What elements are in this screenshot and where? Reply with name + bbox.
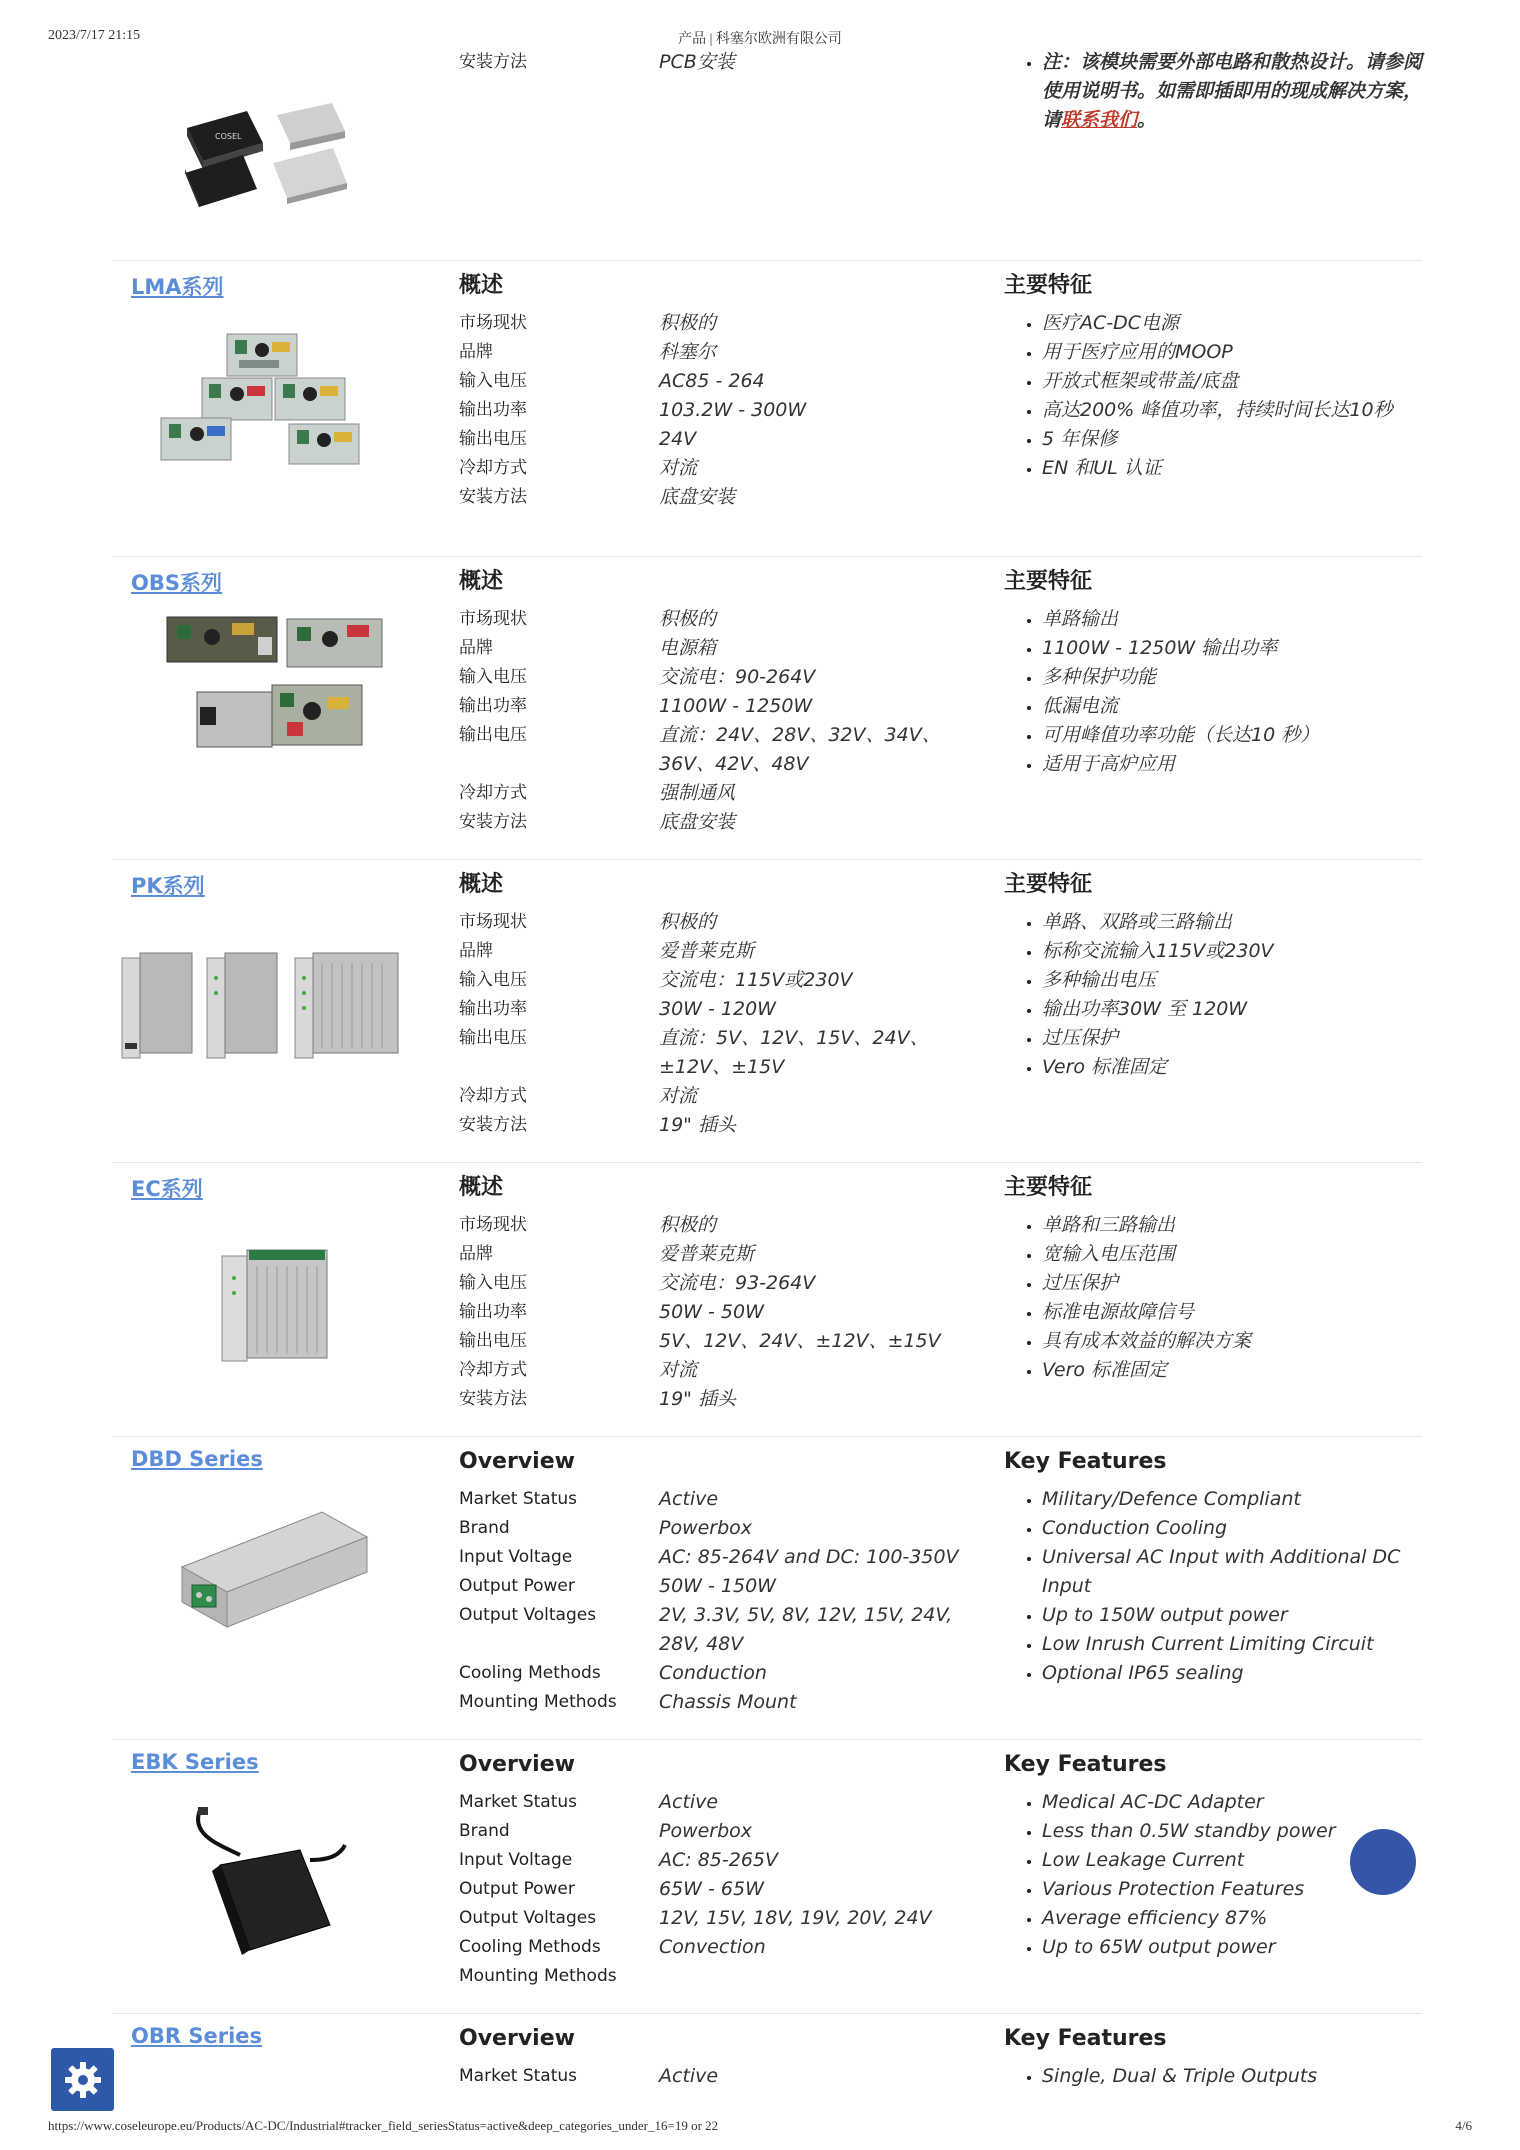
print-footer <box>48 2118 1472 2138</box>
features-heading: Key Features <box>1004 1752 1167 1777</box>
spec-row <box>459 1904 979 1933</box>
product-image-ebk <box>180 1805 350 1965</box>
spec-key: 输出电压 <box>459 429 527 449</box>
spec-value: 直流：24V、28V、32V、34V、36V、42V、48V <box>659 724 941 775</box>
feature-list <box>1004 605 1424 779</box>
spec-row <box>459 1962 979 1991</box>
spec-row <box>459 425 979 454</box>
spec-key: 输出功率 <box>459 1302 527 1322</box>
spec-row <box>459 721 979 779</box>
note-text <box>1042 48 1424 135</box>
spec-key: Mounting Methods <box>459 1966 617 1986</box>
spec-row <box>459 1111 979 1140</box>
spec-key: Input Voltage <box>459 1850 573 1870</box>
spec-row <box>459 1933 979 1962</box>
spec-row <box>459 454 979 483</box>
spec-value: 积极的 <box>659 608 717 630</box>
spec-value: 103.2W - 300W <box>659 399 807 421</box>
spec-key: 品牌 <box>459 1244 493 1264</box>
spec-key: Market Status <box>459 1489 578 1509</box>
product-image-obs <box>162 607 387 757</box>
spec-key: 输出功率 <box>459 999 527 1019</box>
spec-value: 5V、12V、24V、±12V、±15V <box>659 1330 941 1352</box>
spec-row <box>459 1269 979 1298</box>
product-image-dbd <box>172 1507 372 1637</box>
feature-item: • 单路和三路输出 <box>1042 1211 1424 1240</box>
overview-heading: 概述 <box>459 569 504 594</box>
overview-heading: 概述 <box>459 1175 504 1200</box>
spec-key: Output Power <box>459 1879 575 1899</box>
spec-value: 50W - 150W <box>659 1575 776 1597</box>
spec-value: Convection <box>659 1936 766 1958</box>
feature-item: • 5 年保修 <box>1042 425 1424 454</box>
spec-value: 19" 插头 <box>659 1114 736 1136</box>
spec-value: Active <box>659 1791 719 1813</box>
series-row <box>112 1162 1422 1436</box>
spec-row <box>459 1659 979 1688</box>
print-page-number: 4/6 <box>1455 2118 1472 2133</box>
series-link[interactable]: OBS系列 <box>131 571 222 595</box>
overview-heading: Overview <box>459 1449 575 1474</box>
spec-value: 电源箱 <box>659 637 717 659</box>
spec-row <box>459 966 979 995</box>
spec-row <box>459 1327 979 1356</box>
spec-key: 输出功率 <box>459 400 527 420</box>
spec-value: 对流 <box>659 457 698 479</box>
feature-item: • 单路、双路或三路输出 <box>1042 908 1424 937</box>
spec-value: Powerbox <box>659 1517 753 1539</box>
series-row <box>112 556 1422 859</box>
svg-text:COSEL: COSEL <box>215 132 242 141</box>
feature-item: • Vero 标准固定 <box>1042 1053 1424 1082</box>
spec-row <box>459 779 979 808</box>
spec-value: AC85 - 264 <box>659 370 765 392</box>
spec-key: 安装方法 <box>459 1389 527 1409</box>
feature-item: • 单路输出 <box>1042 605 1424 634</box>
spec-value: PCB安装 <box>659 51 735 73</box>
series-link[interactable]: EC系列 <box>131 1177 203 1201</box>
feature-item: • Average efficiency 87% <box>1042 1904 1424 1933</box>
product-image-pk <box>117 948 407 1063</box>
feature-item: • Vero 标准固定 <box>1042 1356 1424 1385</box>
spec-value: Active <box>659 2065 719 2087</box>
feature-item: • 高达200% 峰值功率，持续时间长达10秒 <box>1042 396 1424 425</box>
feature-item: • 标称交流输入115V或230V <box>1042 937 1424 966</box>
spec-key: 市场现状 <box>459 912 527 932</box>
feature-item: • 开放式框架或带盖/底盘 <box>1042 367 1424 396</box>
feature-item: • 具有成本效益的解决方案 <box>1042 1327 1424 1356</box>
spec-value: AC: 85-264V and DC: 100-350V <box>659 1546 959 1568</box>
spec-row <box>459 1298 979 1327</box>
spec-value: 爱普莱克斯 <box>659 1243 755 1265</box>
spec-value: 2V, 3.3V, 5V, 8V, 12V, 15V, 24V, 28V, 48V <box>659 1604 953 1655</box>
spec-key: 市场现状 <box>459 313 527 333</box>
spec-row <box>459 1211 979 1240</box>
feature-list <box>1004 2062 1424 2091</box>
spec-row <box>459 1385 979 1414</box>
feature-list <box>1004 1485 1424 1688</box>
spec-value: 19" 插头 <box>659 1388 736 1410</box>
spec-value: 交流电：90-264V <box>659 666 816 688</box>
series-row <box>112 1436 1422 1739</box>
spec-key: Output Voltages <box>459 1908 597 1928</box>
gear-icon <box>63 2060 103 2100</box>
feature-list <box>1004 309 1424 483</box>
spec-row <box>459 1875 979 1904</box>
spec-row <box>459 605 979 634</box>
spec-value: 1100W - 1250W <box>659 695 813 717</box>
spec-value: 积极的 <box>659 312 717 334</box>
spec-value: AC: 85-265V <box>659 1849 779 1871</box>
spec-row <box>459 1485 979 1514</box>
spec-value: 直流：5V、12V、15V、24V、±12V、±15V <box>659 1027 929 1078</box>
spec-row <box>459 396 979 425</box>
spec-key: 输出功率 <box>459 696 527 716</box>
spec-row <box>459 1788 979 1817</box>
spec-value: 30W - 120W <box>659 998 776 1020</box>
spec-key: Output Voltages <box>459 1605 597 1625</box>
spec-value: 积极的 <box>659 911 717 933</box>
spec-key: 品牌 <box>459 342 493 362</box>
spec-row <box>459 483 979 512</box>
product-image-lma <box>157 326 367 466</box>
spec-value: 对流 <box>659 1085 698 1107</box>
series-link[interactable]: PK系列 <box>131 874 205 898</box>
series-row <box>112 1739 1422 2013</box>
print-header <box>48 28 1472 48</box>
spec-key: 安装方法 <box>459 812 527 832</box>
series-link[interactable]: LMA系列 <box>131 275 224 299</box>
spec-row <box>459 1543 979 1572</box>
spec-key: Mounting Methods <box>459 1692 617 1712</box>
overview-heading: Overview <box>459 1752 575 1777</box>
spec-row <box>459 309 979 338</box>
spec-key: 市场现状 <box>459 609 527 629</box>
overview-heading: 概述 <box>459 872 504 897</box>
feature-item: • Single, Dual & Triple Outputs <box>1042 2062 1424 2091</box>
spec-key: Market Status <box>459 2066 578 2086</box>
spec-row <box>459 1356 979 1385</box>
feature-item: • 多种输出电压 <box>1042 966 1424 995</box>
feature-item: • Up to 65W output power <box>1042 1933 1424 1962</box>
feature-item: • Medical AC-DC Adapter <box>1042 1788 1424 1817</box>
feature-item: • Military/Defence Compliant <box>1042 1485 1424 1514</box>
print-date: 2023/7/17 21:15 <box>48 28 141 43</box>
spec-row <box>459 338 979 367</box>
feature-item: • 标准电源故障信号 <box>1042 1298 1424 1327</box>
series-row <box>112 2013 1422 2104</box>
spec-key: 输出电压 <box>459 725 527 745</box>
spec-value: Powerbox <box>659 1820 753 1842</box>
spec-row <box>459 663 979 692</box>
spec-value: 50W - 50W <box>659 1301 764 1323</box>
feature-list <box>1004 1211 1424 1385</box>
print-page-title: 产品 | 科塞尔欧洲有限公司 <box>678 32 842 47</box>
feature-item: • Optional IP65 sealing <box>1042 1659 1424 1688</box>
spec-key: 安装方法 <box>459 487 527 507</box>
features-heading: 主要特征 <box>1004 872 1093 897</box>
spec-row <box>459 908 979 937</box>
spec-key: 冷却方式 <box>459 1360 527 1380</box>
feature-list <box>1004 908 1424 1082</box>
feature-item: • Up to 150W output power <box>1042 1601 1424 1630</box>
series-row <box>112 260 1422 556</box>
feature-item: • 可用峰值功率功能（长达10 秒） <box>1042 721 1424 750</box>
spec-value: Chassis Mount <box>659 1691 797 1713</box>
spec-row <box>459 937 979 966</box>
spec-value: 对流 <box>659 1359 698 1381</box>
spec-row <box>459 634 979 663</box>
note-end: 。 <box>1137 109 1157 131</box>
feature-item: • Less than 0.5W standby power <box>1042 1817 1424 1846</box>
spec-row <box>459 1846 979 1875</box>
spec-key: Market Status <box>459 1792 578 1812</box>
features-heading: 主要特征 <box>1004 273 1093 298</box>
overview-heading: Overview <box>459 2026 575 2051</box>
feature-item: • Various Protection Features <box>1042 1875 1424 1904</box>
spec-value: 科塞尔 <box>659 341 717 363</box>
spec-key: 冷却方式 <box>459 458 527 478</box>
spec-key: Cooling Methods <box>459 1937 601 1957</box>
spec-key: Brand <box>459 1821 510 1841</box>
feature-item: • 输出功率30W 至 120W <box>1042 995 1424 1024</box>
series-row <box>112 859 1422 1162</box>
feature-item: • 过压保护 <box>1042 1269 1424 1298</box>
spec-row <box>459 808 979 837</box>
spec-key: Cooling Methods <box>459 1663 601 1683</box>
settings-button[interactable] <box>51 2048 114 2111</box>
spec-key: 输出电压 <box>459 1331 527 1351</box>
spec-value <box>659 1962 959 1991</box>
spec-key: Output Power <box>459 1576 575 1596</box>
feature-item: • Universal AC Input with Additional DC Input <box>1042 1543 1424 1601</box>
product-row-fragment <box>112 48 1422 260</box>
feature-item: • EN 和UL 认证 <box>1042 454 1424 483</box>
spec-row <box>459 2062 979 2091</box>
spec-row <box>459 1817 979 1846</box>
features-heading: 主要特征 <box>1004 1175 1093 1200</box>
spec-row <box>459 692 979 721</box>
spec-key: 输出电压 <box>459 1028 527 1048</box>
print-url: https://www.coseleurope.eu/Products/AC-DC/Industrial#tracker_field_seriesStatus=active&deep_categories_under_16=19 or 22 <box>48 2118 719 2133</box>
contact-us-link[interactable]: 联系我们 <box>1061 109 1138 131</box>
chat-bubble-icon[interactable] <box>1350 1829 1416 1895</box>
spec-value: 底盘安装 <box>659 486 736 508</box>
spec-value: 积极的 <box>659 1214 717 1236</box>
product-image-modules <box>177 93 362 208</box>
series-link[interactable]: OBR Series <box>131 2024 263 2048</box>
spec-value: 交流电：93-264V <box>659 1272 816 1294</box>
feature-item: • 过压保护 <box>1042 1024 1424 1053</box>
spec-row <box>459 1514 979 1543</box>
features-heading: Key Features <box>1004 2026 1167 2051</box>
feature-item: • Conduction Cooling <box>1042 1514 1424 1543</box>
spec-key: 输入电压 <box>459 667 527 687</box>
spec-value: 12V, 15V, 18V, 19V, 20V, 24V <box>659 1907 932 1929</box>
spec-key: 输入电压 <box>459 1273 527 1293</box>
spec-row <box>459 1024 979 1082</box>
spec-key: 输入电压 <box>459 970 527 990</box>
feature-item: • 适用于高炉应用 <box>1042 750 1424 779</box>
spec-key: 冷却方式 <box>459 1086 527 1106</box>
feature-item: • 低漏电流 <box>1042 692 1424 721</box>
spec-row <box>459 995 979 1024</box>
spec-value: 强制通风 <box>659 782 736 804</box>
feature-item: • Low Inrush Current Limiting Circuit <box>1042 1630 1424 1659</box>
spec-value: 底盘安装 <box>659 811 736 833</box>
feature-item: • Low Leakage Current <box>1042 1846 1424 1875</box>
spec-key: 市场现状 <box>459 1215 527 1235</box>
spec-key: 安装方法 <box>459 1115 527 1135</box>
spec-value: Conduction <box>659 1662 767 1684</box>
spec-value: 爱普莱克斯 <box>659 940 755 962</box>
spec-value: Active <box>659 1488 719 1510</box>
spec-row <box>459 367 979 396</box>
feature-item: • 宽输入电压范围 <box>1042 1240 1424 1269</box>
spec-value: 交流电：115V或230V <box>659 969 853 991</box>
series-link[interactable]: EBK Series <box>131 1750 259 1774</box>
product-image-ec <box>217 1248 332 1368</box>
features-heading: 主要特征 <box>1004 569 1093 594</box>
spec-key: 品牌 <box>459 941 493 961</box>
spec-key: 冷却方式 <box>459 783 527 803</box>
series-link[interactable]: DBD Series <box>131 1447 263 1471</box>
spec-row <box>459 1572 979 1601</box>
spec-key: Input Voltage <box>459 1547 573 1567</box>
features-heading: Key Features <box>1004 1449 1167 1474</box>
spec-key: 安装方法 <box>459 52 527 72</box>
spec-row <box>459 1082 979 1111</box>
spec-value: 65W - 65W <box>659 1878 764 1900</box>
spec-key: 品牌 <box>459 638 493 658</box>
feature-item: • 用于医疗应用的MOOP <box>1042 338 1424 367</box>
product-list <box>112 48 1422 2104</box>
spec-row <box>459 1688 979 1717</box>
spec-key: Brand <box>459 1518 510 1538</box>
spec-row <box>459 1240 979 1269</box>
spec-value: 24V <box>659 428 697 450</box>
feature-item: • 医疗AC-DC电源 <box>1042 309 1424 338</box>
note-list <box>1004 48 1424 135</box>
spec-key: 输入电压 <box>459 371 527 391</box>
note-body: 注：该模块需要外部电路和散热设计。请参阅使用说明书。如需即插即用的现成解决方案，请 <box>1042 51 1423 131</box>
spec-row <box>459 48 979 77</box>
overview-heading: 概述 <box>459 273 504 298</box>
feature-item: • 1100W - 1250W 输出功率 <box>1042 634 1424 663</box>
feature-item: • 多种保护功能 <box>1042 663 1424 692</box>
spec-row <box>459 1601 979 1659</box>
